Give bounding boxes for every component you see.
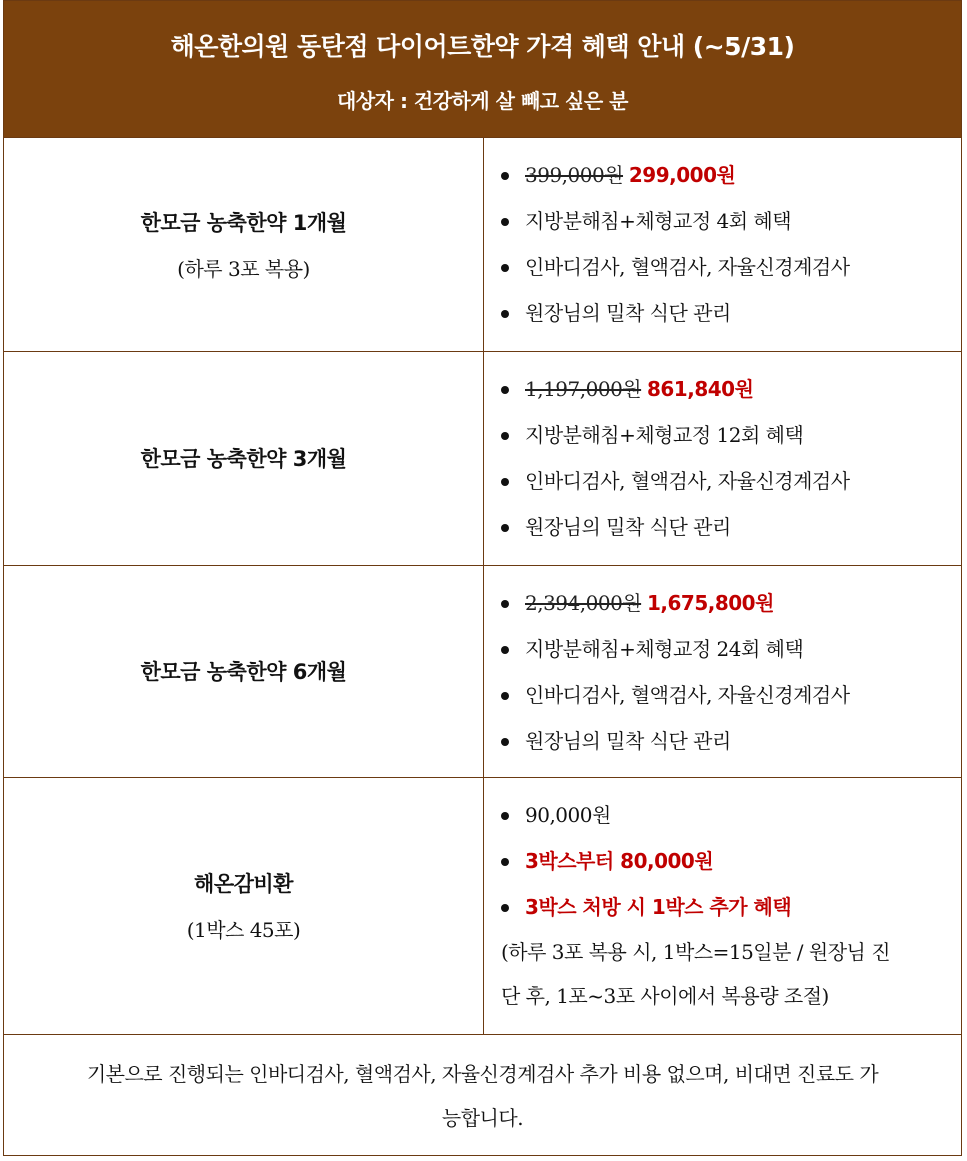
benefit-item: 원장님의 밀착 식단 관리 bbox=[501, 504, 850, 550]
benefit-item: 지방분해침+체형교정 12회 혜택 bbox=[501, 412, 850, 458]
plan-name: 한모금 농축한약 3개월 bbox=[140, 446, 347, 471]
plan-details-cell bbox=[485, 566, 961, 777]
original-price: 1,197,000원 bbox=[525, 377, 642, 401]
target-audience: 대상자 : 건강하게 살 빼고 싶은 분 bbox=[337, 89, 628, 113]
plan-details-cell bbox=[485, 352, 961, 565]
price-item bbox=[501, 366, 850, 412]
footer-line: 기본으로 진행되는 인바디검사, 혈액검사, 자율신경계검사 추가 비용 없으며, 비대면 진료도 가 bbox=[86, 1062, 879, 1086]
product-name: 해온감비환 bbox=[194, 872, 293, 896]
table-header bbox=[4, 1, 961, 137]
benefit-list bbox=[501, 366, 850, 550]
dosage-note bbox=[501, 930, 947, 1018]
offer-item: 3박스 처방 시 1박스 추가 혜택 bbox=[501, 884, 791, 930]
benefit-item: 원장님의 밀착 식단 관리 bbox=[501, 718, 850, 764]
price-item bbox=[501, 152, 850, 198]
price-table bbox=[3, 0, 962, 1156]
plan-name: 한모금 농축한약 6개월 bbox=[140, 659, 347, 684]
footer-note bbox=[4, 1034, 961, 1155]
plan-dosage: (하루 3포 복용) bbox=[177, 256, 310, 281]
price-item bbox=[501, 580, 850, 626]
table-row bbox=[4, 777, 961, 1034]
product-name-cell bbox=[4, 778, 484, 1034]
benefit-item: 원장님의 밀착 식단 관리 bbox=[501, 290, 850, 336]
original-price: 399,000원 bbox=[525, 163, 624, 187]
benefit-item: 지방분해침+체형교정 24회 혜택 bbox=[501, 626, 850, 672]
sale-price: 299,000원 bbox=[628, 163, 736, 187]
plan-name-cell bbox=[4, 352, 484, 565]
sale-price: 1,675,800원 bbox=[646, 591, 774, 615]
sale-price: 861,840원 bbox=[646, 377, 754, 401]
plan-name-cell bbox=[4, 566, 484, 777]
table-row bbox=[4, 351, 961, 565]
table-row bbox=[4, 137, 961, 351]
plan-name: 한모금 농축한약 1개월 bbox=[140, 210, 347, 235]
plan-name-cell bbox=[4, 138, 484, 351]
benefit-item: 인바디검사, 혈액검사, 자율신경계검사 bbox=[501, 458, 850, 504]
benefit-list bbox=[501, 580, 850, 764]
dosage-note-line: (하루 3포 복용 시, 1박스=15일분 / 원장님 진 bbox=[501, 940, 891, 964]
dosage-note-line: 단 후, 1포~3포 사이에서 복용량 조절) bbox=[501, 984, 829, 1008]
benefit-list bbox=[501, 152, 850, 336]
page-title: 해온한의원 동탄점 다이어트한약 가격 혜택 안내 (~5/31) bbox=[170, 32, 795, 61]
original-price: 2,394,000원 bbox=[525, 591, 642, 615]
price-item: 90,000원 bbox=[501, 792, 791, 838]
offer-item: 3박스부터 80,000원 bbox=[501, 838, 791, 884]
benefit-item: 지방분해침+체형교정 4회 혜택 bbox=[501, 198, 850, 244]
benefit-item: 인바디검사, 혈액검사, 자율신경계검사 bbox=[501, 672, 850, 718]
table-row bbox=[4, 565, 961, 777]
benefit-item: 인바디검사, 혈액검사, 자율신경계검사 bbox=[501, 244, 850, 290]
footer-line: 능합니다. bbox=[441, 1106, 524, 1130]
product-details-cell bbox=[485, 778, 961, 1034]
offer-list bbox=[501, 792, 791, 930]
plan-details-cell bbox=[485, 138, 961, 351]
product-package: (1박스 45포) bbox=[186, 918, 301, 942]
footer-text bbox=[30, 1052, 935, 1140]
